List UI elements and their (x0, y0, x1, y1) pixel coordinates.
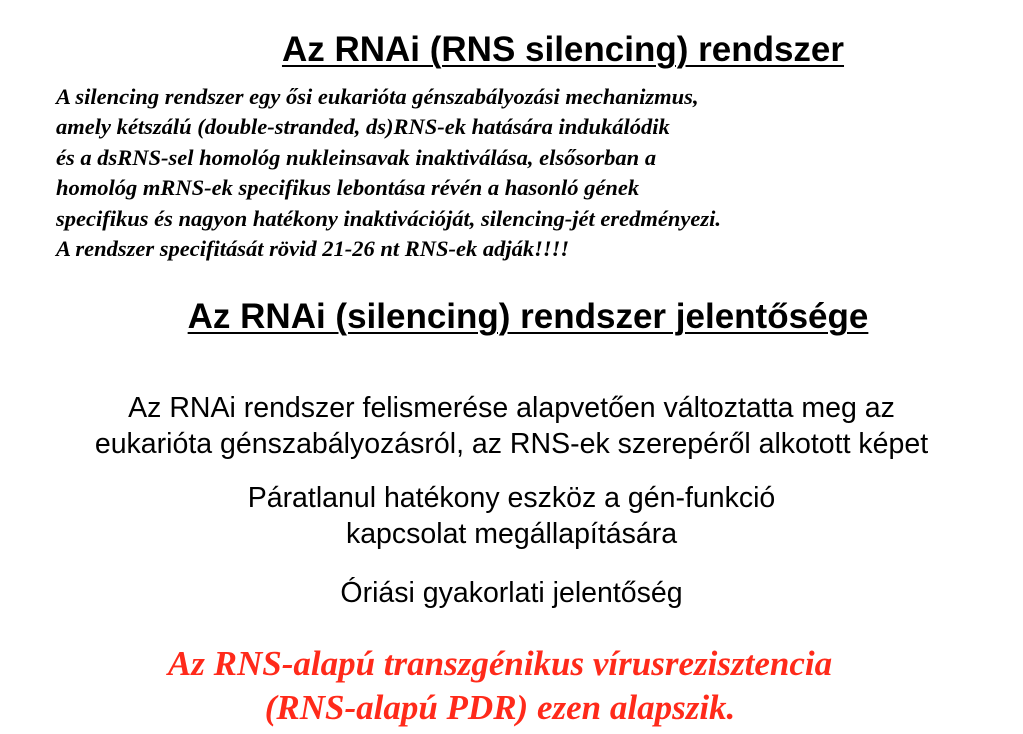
definition-line: A rendszer specifitását rövid 21-26 nt RNS-ek adják!!!! (56, 236, 570, 262)
point-recognition-line2: eukarióta génszabályozásról, az RNS-ek szerepéről alkotott képet (94, 428, 929, 460)
definition-line: A silencing rendszer egy ősi eukarióta génszabályozási mechanizmus, (56, 84, 699, 109)
definition-paragraph (56, 82, 986, 264)
point-tool-line2: kapcsolat megállapítására (345, 518, 678, 550)
point-tool (0, 480, 1023, 552)
main-title: Az RNAi (RNS silencing) rendszer (281, 30, 845, 69)
conclusion-text (0, 642, 1000, 730)
conclusion-line2: (RNS-alapú PDR) ezen alapszik. (264, 688, 736, 727)
definition-line: amely kétszálú (double-stranded, ds)RNS-ek hatására indukálódik (56, 114, 670, 140)
point-practical: Óriási gyakorlati jelentőség (340, 577, 683, 609)
significance-title: Az RNAi (silencing) rendszer jelentősége (187, 297, 869, 336)
definition-line: és a dsRNS-sel homológ nukleinsavak inaktiválása, elsősorban a (56, 144, 657, 170)
conclusion-line1: Az RNS-alapú transzgénikus vírusrezisztencia (167, 644, 833, 683)
definition-line: homológ mRNS-ek specifikus lebontása révén a hasonló gének (56, 175, 640, 201)
point-recognition (0, 390, 1023, 462)
definition-line: specifikus és nagyon hatékony inaktivációját, silencing-jét eredményezi. (56, 205, 721, 231)
point-tool-line1: Páratlanul hatékony eszköz a gén-funkció (247, 482, 776, 514)
point-recognition-line1: Az RNAi rendszer felismerése alapvetően változtatta meg az (128, 392, 895, 424)
